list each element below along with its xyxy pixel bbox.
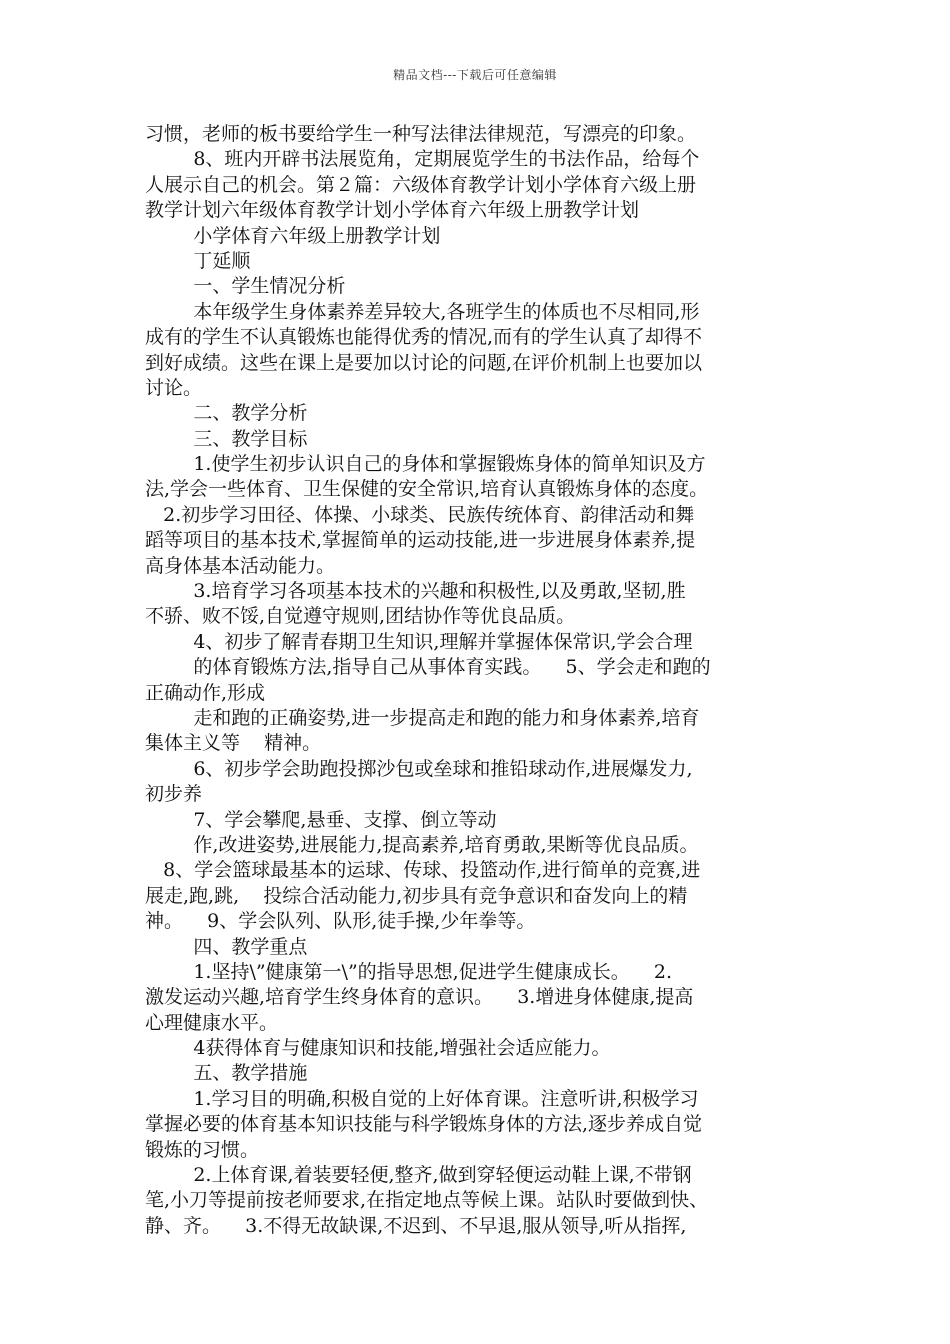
text-line: 初步养: [145, 783, 203, 806]
text-line: 教学计划六年级体育教学计划小学体育六年级上册教学计划: [145, 199, 640, 222]
text-line: 3.培育学习各项基本技术的兴趣和积极性,以及勇敢,坚韧,胜: [145, 580, 686, 603]
text-line: 1.坚持\”健康第一\”的指导思想,促进学生健康成长。 2.: [145, 960, 673, 983]
text-line: 7、学会攀爬,悬垂、支撑、倒立等动: [145, 808, 497, 831]
text-line: 法,学会一些体育、卫生保健的安全常识,培育认真锻炼身体的态度。: [145, 478, 709, 501]
text-line: 2.初步学习田径、体操、小球类、民族传统体育、韵律活动和舞: [145, 503, 695, 526]
text-line: 蹈等项目的基本技术,掌握简单的运动技能,进一步进展身体素养,提: [145, 529, 696, 552]
text-line: 1.学习目的明确,积极自觉的上好体育课。注意听讲,积极学习: [145, 1087, 699, 1110]
text-line: 8、班内开辟书法展览角，定期展览学生的书法作品，给每个: [145, 148, 700, 171]
text-line: 2.上体育课,着装要轻便,整齐,做到穿轻便运动鞋上课,不带钢: [145, 1164, 692, 1187]
text-line: 笔,小刀等提前按老师要求,在指定地点等候上课。站队时要做到快、: [145, 1189, 709, 1212]
text-line: 走和跑的正确姿势,进一步提高走和跑的能力和身体素养,培育: [145, 706, 700, 729]
text-line: 掌握必要的体育基本知识技能与科学锻炼身体的方法,逐步养成自觉: [145, 1113, 703, 1136]
text-line: 五、教学措施: [145, 1062, 308, 1085]
text-line: 正确动作,形成: [145, 681, 266, 704]
text-line: 心理健康水平。: [145, 1011, 279, 1034]
text-line: 锻炼的习惯。: [145, 1138, 260, 1161]
text-line: 神。 9、学会队列、队形,徒手操,少年拳等。: [145, 910, 536, 933]
text-line: 4获得体育与健康知识和技能,增强社会适应能力。: [145, 1037, 611, 1060]
text-line: 8、学会篮球最基本的运球、传球、投篮动作,进行简单的竞赛,进: [145, 859, 701, 882]
text-line: 1.使学生初步认识自己的身体和掌握锻炼身体的简单知识及方: [145, 453, 706, 476]
text-line: 小学体育六年级上册教学计划: [145, 224, 441, 247]
text-line: 成有的学生不认真锻炼也能得优秀的情况,而有的学生认真了却得不: [145, 326, 703, 349]
text-line: 人展示自己的机会。第２篇：六级体育教学计划小学体育六级上册: [145, 173, 697, 196]
page-header: 精品文档---下载后可任意编辑: [393, 68, 557, 82]
text-line: 展走,跑,跳, 投综合活动能力,初步具有竞争意识和奋发向上的精: [145, 884, 688, 907]
text-line: 作,改进姿势,进展能力,提高素养,培育勇敢,果断等优良品质。: [145, 833, 699, 856]
text-line: 丁延顺: [145, 249, 251, 272]
text-line: 的体育锻炼方法,指导自己从事体育实践。 5、学会走和跑的: [145, 656, 711, 679]
text-line: 4、初步了解青春期卫生知识,理解并掌握体保常识,学会合理: [145, 630, 693, 653]
text-line: 到好成绩。这些在课上是要加以讨论的问题,在评价机制上也要加以: [145, 351, 703, 374]
text-line: 二、教学分析: [145, 402, 308, 425]
text-line: 习惯，老师的板书要给学生一种写法律法律规范，写漂亮的印象。: [145, 123, 697, 145]
document-body: [145, 122, 821, 1239]
text-line: 6、初步学会助跑投掷沙包或垒球和推铅球动作,进展爆发力,: [145, 757, 693, 780]
text-line: 激发运动兴趣,培育学生终身体育的意识。 3.增进身体健康,提高: [145, 986, 694, 1009]
text-line: 一、学生情况分析: [145, 275, 346, 298]
text-line: 四、教学重点: [145, 935, 308, 958]
text-line: 集体主义等 精神。: [145, 732, 322, 755]
text-line: 讨论。: [145, 376, 203, 399]
text-line: 不骄、败不馁,自觉遵守规则,团结协作等优良品质。: [145, 605, 576, 628]
text-line: 三、教学目标: [145, 427, 308, 450]
text-line: 高身体基本活动能力。: [145, 554, 336, 577]
text-line: 静、齐。 3.不得无故缺课,不迟到、不早退,服从领导,听从指挥,: [145, 1214, 687, 1237]
text-line: 本年级学生身体素养差异较大,各班学生的体质也不尽相同,形: [145, 300, 700, 323]
